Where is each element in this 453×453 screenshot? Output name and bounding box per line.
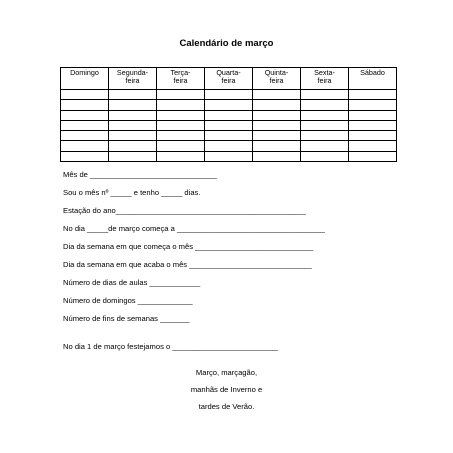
form-line-numero-mes: Sou o mês nº _____ e tenho _____ dias. [63,188,201,197]
calendar-day-cell [157,141,205,151]
calendar-header-row [61,68,397,90]
header-label: Segunda- [116,68,149,77]
header-label: Quinta- [264,68,289,77]
calendar-day-cell [205,141,253,151]
calendar-week-row [61,131,397,141]
calendar-day-cell [253,141,301,151]
poem [0,364,453,415]
calendar-day-cell [109,100,157,110]
header-segunda [109,68,157,90]
calendar-day-cell [109,151,157,161]
calendar-day-cell [61,131,109,141]
header-label: Sábado [360,68,385,77]
calendar-day-cell [253,131,301,141]
calendar-day-cell [349,120,397,130]
calendar-day-cell [109,110,157,120]
calendar-day-cell [301,151,349,161]
calendar-day-cell [205,120,253,130]
calendar-day-cell [205,151,253,161]
calendar-day-cell [253,100,301,110]
header-terca [157,68,205,90]
calendar-day-cell [157,110,205,120]
form-line-fins-semana: Número de fins de semanas _______ [63,314,190,323]
calendar-day-cell [349,131,397,141]
calendar-day-cell [61,120,109,130]
form-line-dias-aulas: Número de dias de aulas ____________ [63,278,201,287]
header-label: Sexta- [314,68,335,77]
form-line-dia-comeca: No dia _____de março começa a ___________________________________ [63,224,325,233]
calendar-day-cell [61,141,109,151]
calendar-table [60,67,397,162]
calendar-day-cell [205,90,253,100]
calendar-week-row [61,141,397,151]
calendar-week-row [61,90,397,100]
calendar-week-row [61,110,397,120]
header-label: Domingo [70,68,99,77]
poem-line: tardes de Verão. [198,402,255,411]
calendar-day-cell [301,141,349,151]
header-sabado [349,68,397,90]
calendar-day-cell [253,90,301,100]
poem-line: Março, marçagão, [195,368,258,377]
calendar-day-cell [349,110,397,120]
calendar-day-cell [109,131,157,141]
calendar-day-cell [301,100,349,110]
calendar-day-cell [157,100,205,110]
calendar-week-row [61,120,397,130]
page-title: Calendário de março [179,38,274,49]
form-line-festejamos: No dia 1 de março festejamos o _________________________ [63,342,278,351]
header-label: feira [317,76,332,85]
calendar-day-cell [349,90,397,100]
header-label: Terça- [170,68,191,77]
calendar-day-cell [253,120,301,130]
header-domingo [61,68,109,90]
form-line-mes: Mês de ______________________________ [63,170,217,179]
calendar-day-cell [301,131,349,141]
calendar-day-cell [253,151,301,161]
header-label: feira [269,76,284,85]
calendar-day-cell [301,120,349,130]
calendar-day-cell [349,141,397,151]
calendar-day-cell [109,120,157,130]
form-line-domingos: Número de domingos _____________ [63,296,193,305]
calendar-week-row [61,151,397,161]
form-line-estacao: Estação do ano_____________________________________________ [63,206,306,215]
form-line-dia-semana-fim: Dia da semana em que acaba o mês _____________________________ [63,260,312,269]
calendar-day-cell [61,110,109,120]
header-label: feira [221,76,236,85]
calendar-day-cell [301,90,349,100]
calendar-day-cell [61,100,109,110]
calendar-day-cell [157,151,205,161]
calendar-day-cell [61,151,109,161]
calendar-day-cell [157,120,205,130]
header-label: feira [173,76,188,85]
calendar-day-cell [205,131,253,141]
calendar-body [61,90,397,162]
header-sexta [301,68,349,90]
calendar-week-row [61,100,397,110]
calendar-day-cell [205,110,253,120]
calendar-day-cell [349,151,397,161]
header-quinta [253,68,301,90]
calendar-day-cell [157,90,205,100]
calendar-day-cell [205,100,253,110]
header-quarta [205,68,253,90]
calendar-day-cell [301,110,349,120]
header-label: feira [125,76,140,85]
calendar-day-cell [109,141,157,151]
calendar-day-cell [157,131,205,141]
poem-line: manhãs de Inverno e [190,385,263,394]
calendar-day-cell [61,90,109,100]
header-label: Quarta- [216,68,241,77]
form-line-dia-semana-inicio: Dia da semana em que começa o mês ____________________________ [63,242,314,251]
calendar-day-cell [349,100,397,110]
calendar-day-cell [109,90,157,100]
calendar-day-cell [253,110,301,120]
